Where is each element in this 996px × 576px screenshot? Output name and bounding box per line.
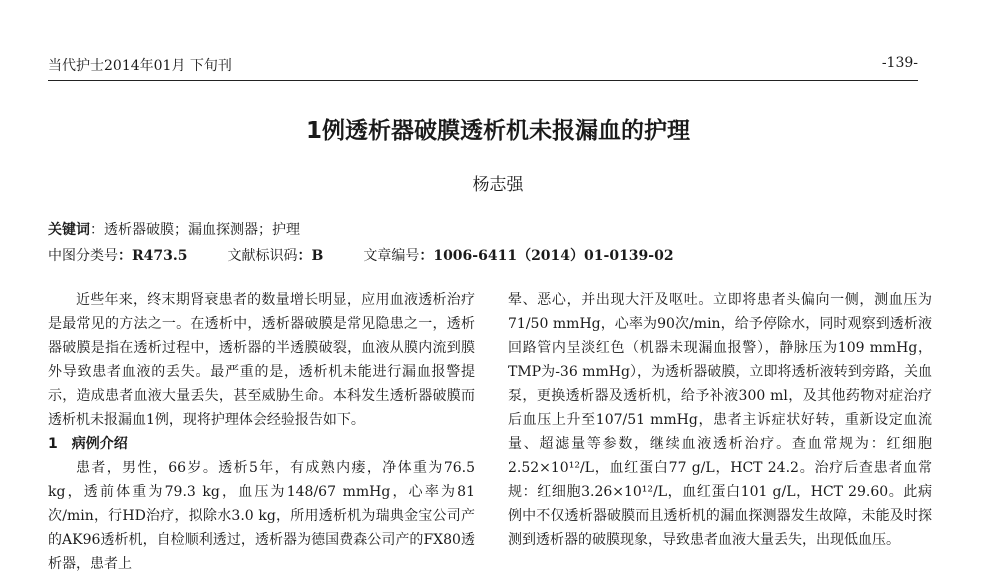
document-code — [227, 245, 323, 265]
keywords-line — [48, 219, 300, 239]
case-paragraph: 患者，男性，66岁。透析5年，有成熟内瘘，净体重为76.5 kg，透前体重为79.3 kg，血压为148/67 mmHg，心率为81次/min，行HD治疗，拟除水3.0 kg，所用透析机为瑞典金宝公司产的AK96透析机，自检顺利透过，透析器为德国费森公司产的FX80透析器，患者上 — [48, 460, 475, 572]
header-rule — [48, 80, 918, 81]
article-number-value: ：1006-6411（2014）01-0139-02 — [419, 248, 674, 264]
body-left-column — [48, 288, 475, 576]
article-number — [363, 245, 673, 265]
running-header — [48, 55, 918, 75]
article-number-label: 文章编号 — [363, 248, 420, 264]
class-number-label: 中图分类号 — [48, 248, 118, 264]
article-author: 杨志强 — [472, 175, 524, 195]
body-right-column — [508, 288, 932, 552]
case-continued-paragraph: 晕、恶心，并出现大汗及呕吐。立即将患者头偏向一侧，测血压为71/50 mmHg，心率为90次/min，给予停除水，同时观察到透析液回路管内呈淡红色（机器未现漏血报警），静脉压为109 mmHg，TMP为-36 mmHg），为透析器破膜，立即将透析液转到旁路，关血泵，更换透析器及透析机，给予补液300 ml，及其他药物对症治疗后血压上升至107/51 mmHg，患者主诉症状好转，重新设定血流量、超滤量等参数，继续血液透析治疗。查血常规为：红细胞2.52×10¹²/L，血红蛋白77 g/L，HCT 24.2。治疗后查患者血常规：红细胞3.26×10¹²/L，血红蛋白101 g/L，HCT 29.60。此病例中不仅透析器破膜而且透析机的漏血探测器发生故障，未能及时探测到透析器的破膜现象，导致患者血液大量丢失，出现低血压。 — [508, 292, 932, 548]
keywords-label: 关键词 — [48, 222, 90, 238]
document-code-label: 文献标识码 — [227, 248, 298, 264]
keywords-value: ：透析器破膜；漏血探测器；护理 — [90, 222, 300, 238]
article-title: 1例透析器破膜透析机未报漏血的护理 — [305, 118, 690, 144]
class-number-value: ：R473.5 — [118, 248, 188, 264]
section-heading-case: 1 病例介绍 — [48, 436, 128, 452]
classification-line — [48, 245, 714, 265]
intro-paragraph: 近些年来，终末期肾衰患者的数量增长明显，应用血液透析治疗是最常见的方法之一。在透析中，透析器破膜是常见隐患之一，透析器破膜是指在透析过程中，透析器的半透膜破裂，血液从膜内流到膜外导致患者血液的丢失。最严重的是，透析机未能进行漏血报警提示，造成患者血液大量丢失，甚至威胁生命。本科发生透析器破膜而透析机未报漏血1例，现将护理体会经验报告如下。 — [48, 292, 475, 428]
journal-name: 当代护士2014年01月 下旬刊 — [48, 58, 232, 74]
class-number — [48, 245, 187, 265]
page-number: -139- — [881, 55, 918, 71]
document-code-value: ：B — [297, 248, 324, 264]
